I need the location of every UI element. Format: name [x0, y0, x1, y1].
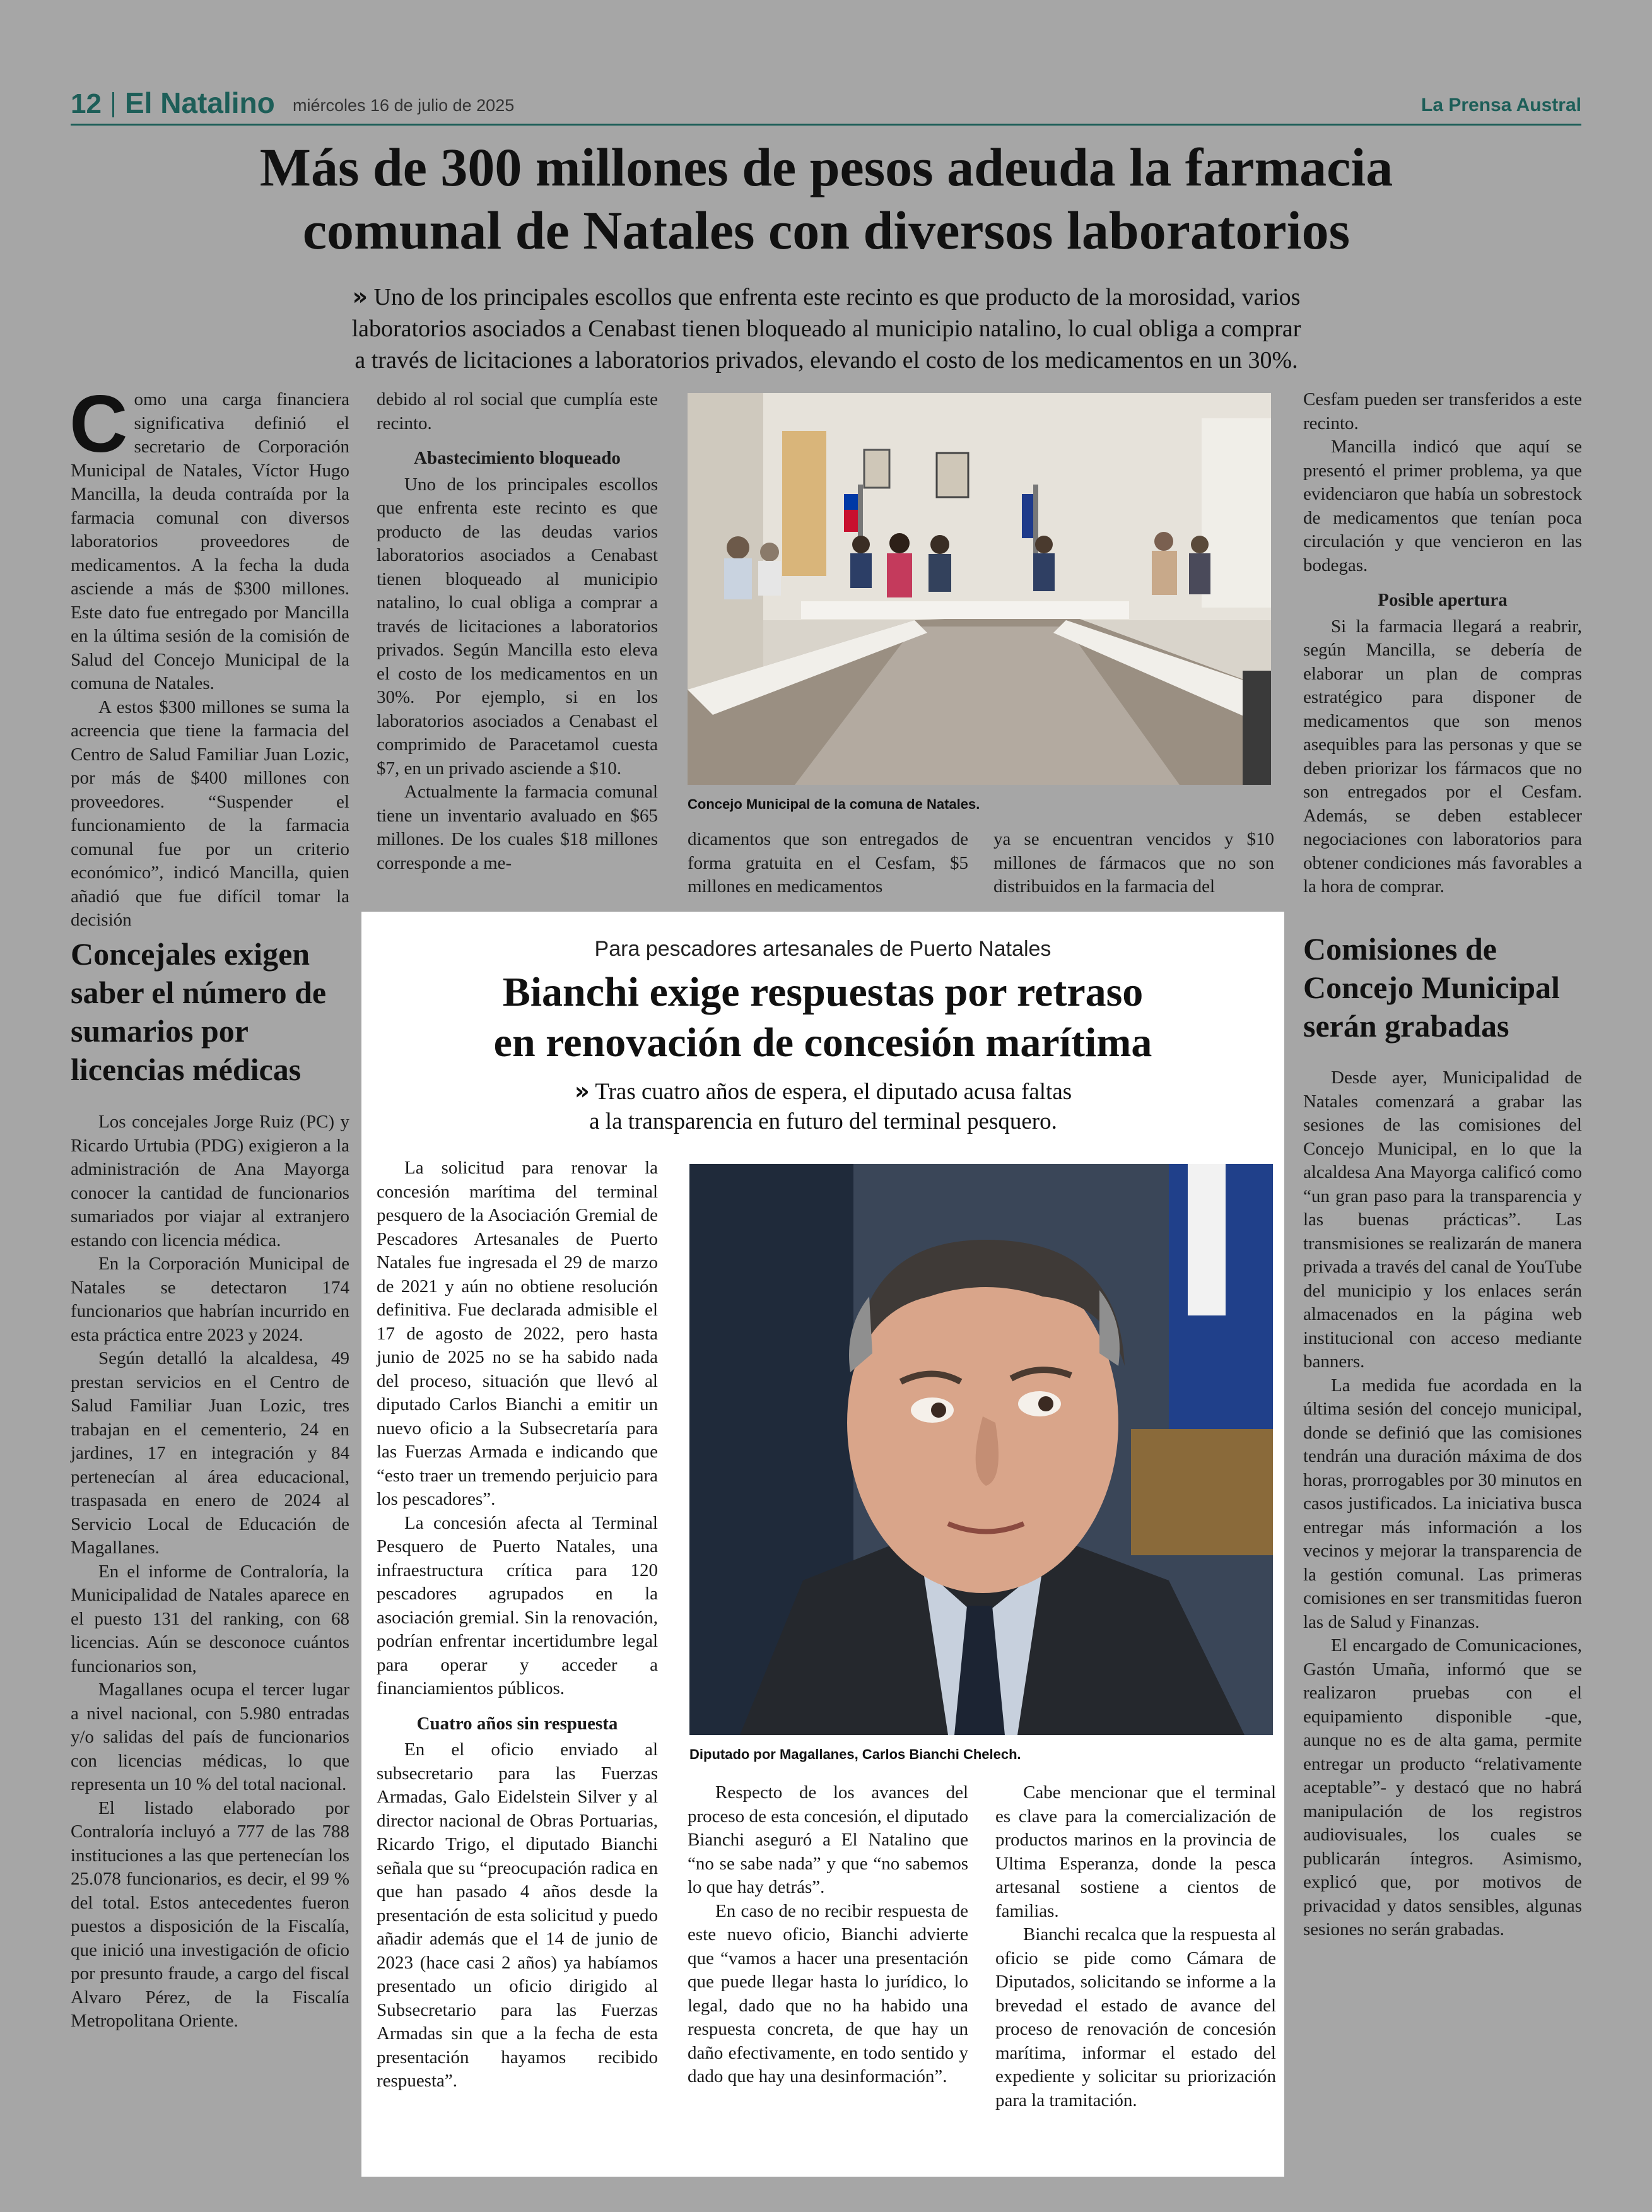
- featured-col1-subhead: Cuatro años sin respuesta: [416, 1713, 618, 1734]
- double-chevron-icon: »: [574, 1078, 590, 1105]
- deputy-portrait-illustration: [689, 1164, 1273, 1735]
- featured-headline-line-1: Bianchi exige respuestas por retraso: [502, 969, 1144, 1015]
- left-article-headline: Concejales exigen saber el número de sumarios por licencias médicas: [71, 936, 327, 1087]
- section-name: El Natalino: [125, 86, 275, 119]
- main-headline-line-1: Más de 300 millones de pesos adeuda la farmacia: [259, 137, 1393, 197]
- main-article-column-1: [69, 379, 349, 932]
- featured-lead-line-1: Tras cuatro años de espera, el diputado acusa faltas: [595, 1079, 1072, 1105]
- main-col1-paragraph-1: omo una carga financiera significativa definió el secretario de Corporación Municipal de Natales, Víctor Hugo Mancilla, la deuda contraída por la farmacia comunal con diversos laboratorios proveedores de medicamentos. A la fecha la duda asciende a más de $300 millones. Este dato fue entregado por Mancilla en la última sesión de la comisión de Salud del Concejo Municipal de la comuna de Natales.: [71, 389, 349, 693]
- main-lead-line-3: a través de licitaciones a laboratorios privados, elevando el costo de los medicamentos en un 30%.: [354, 347, 1298, 374]
- featured-col3-paragraph-2: Bianchi recalca que la respuesta al oficio se pide como Cámara de Diputados, solicitando se informe a la brevedad el estado de avance del proceso de renovación de concesión marítima, informar el estado del expediente y solicitar su priorización para la tramitación.: [995, 1924, 1276, 2110]
- deputy-portrait-photo: [689, 1164, 1273, 1735]
- masthead: [71, 88, 1581, 126]
- left-article-body: [71, 1110, 349, 2033]
- main-col5-paragraph-2: Mancilla indicó que aquí se presentó el primer problema, ya que evidenciaron que había un sobrestock de medicamentos que tenían poca circulación y que vencieron en las bodegas.: [1303, 437, 1582, 575]
- featured-col1-paragraph-1: La solicitud para renovar la concesión marítima del terminal pesquero de la Asociación Gremial de Pescadores Artesanales de Puerto Natales fue ingresada el 29 de marzo de 2021 y aún no obtiene resolución definitiva. Fue declarada admisible el 17 de agosto de 2022, pero hasta junio de 2025 no se ha sabido nada del proceso, situación que llevó al diputado Carlos Bianchi a emitir un nuevo oficio a la Subsecretaría para las Fuerzas Armada e indicando que “esto traer un tremendo perjuicio para los pescadores”.: [377, 1158, 658, 1509]
- featured-column-2: [688, 1781, 968, 2089]
- main-col3-paragraph: dicamentos que son entregados de forma gratuita en el Cesfam, $5 millones en medicamentos: [688, 829, 968, 897]
- deputy-photo-caption: Diputado por Magallanes, Carlos Bianchi Chelech.: [689, 1746, 1021, 1762]
- left-paragraph-2: En la Corporación Municipal de Natales se detectaron 174 funcionarios que habrían incurrido en esta práctica entre 2023 y 2024.: [71, 1254, 349, 1345]
- main-col4-paragraph: ya se encuentran vencidos y $10 millones de fármacos que no son distribuidos en la farmacia del: [993, 829, 1274, 897]
- featured-lead: [442, 1076, 1205, 1136]
- main-article-column-4: [993, 828, 1274, 899]
- main-lead-line-2: laboratorios asociados a Cenabast tienen bloqueado al municipio natalino, lo cual obliga a comprar: [351, 315, 1301, 342]
- main-article-column-5: [1303, 388, 1582, 899]
- main-col1-paragraph-2: A estos $300 millones se suma la acreencia que tiene la farmacia del Centro de Salud Familiar Juan Lozic, por más de $400 millones con proveedores. “Suspender el funcionamiento de la farmacia comunal fue por un criterio económico”, indicó Mancilla, quien añadió que fue difícil tomar la decisión: [71, 697, 349, 930]
- main-headline-line-2: comunal de Natales con diversos laboratorios: [302, 200, 1350, 261]
- main-col5-paragraph-3: Si la farmacia llegará a reabrir, según Mancilla, se debería de elaborar un plan de compras estratégico para disponer de medicamentos que son menos asequibles para las personas y que se deben priorizar los fármacos que no son entregados por el Cesfam. Además, se deben establecer negociaciones con laboratorios para obtener condiciones más favorables a la hora de comprar.: [1303, 616, 1582, 897]
- featured-kicker: Para pescadores artesanales de Puerto Natales: [594, 937, 1052, 961]
- page-number: 12: [71, 88, 102, 119]
- double-chevron-icon: »: [352, 283, 368, 310]
- featured-col3-paragraph-1: Cabe mencionar que el terminal es clave para la comercialización de productos marinos en la provincia de Ultima Esperanza, donde la pesca artesanal sostiene a cientos de familias.: [995, 1782, 1276, 1921]
- council-meeting-illustration: [688, 393, 1271, 785]
- newspaper-name: La Prensa Austral: [1421, 95, 1581, 115]
- featured-lead-line-2: a la transparencia en futuro del terminal pesquero.: [589, 1109, 1057, 1134]
- masthead-separator: [112, 92, 114, 117]
- main-col2-subhead: Abastecimiento bloqueado: [414, 448, 621, 468]
- main-headline: [126, 136, 1526, 262]
- featured-col1-paragraph-3: En el oficio enviado al subsecretario para las Fuerzas Armadas, Galo Eidelstein Silver y al director nacional de Obras Portuarias, Ricardo Trigo, el diputado Bianchi señala que su “preocupación radica en que han pasado 4 años desde la presentación de esta solicitud y puedo añadir además que el 14 de junio de 2023 (hace casi 2 años) ya habíamos presentado un oficio dirigido al Subsecretario para las Fuerzas Armadas sin que a la fecha de esta presentación hayamos recibido respuesta”.: [377, 1739, 658, 2091]
- featured-column-3: [995, 1781, 1276, 2112]
- main-col2-paragraph-1: debido al rol social que cumplía este recinto.: [377, 389, 658, 433]
- right-paragraph-1: Desde ayer, Municipalidad de Natales comenzará a grabar las sesiones de las comisiones del Concejo Municipal, en lo que la alcaldesa Ana Mayorga calificó como “un gran paso para la transparencia y las buenas prácticas”. Las transmisiones se realizarán de manera privada a través del canal de YouTube del municipio y los enlaces serán almacenados en la página web institucional con acceso mediante banners.: [1303, 1068, 1582, 1372]
- left-paragraph-4: En el informe de Contraloría, la Municipalidad de Natales aparece en el puesto 131 del ranking, con 68 licencias. Aún se desconoce cuántos funcionarios son,: [71, 1561, 349, 1676]
- main-article-column-3: [688, 828, 968, 899]
- main-col5-paragraph-1: Cesfam pueden ser transferidos a este recinto.: [1303, 389, 1582, 433]
- issue-date: miércoles 16 de julio de 2025: [293, 96, 515, 115]
- left-paragraph-3: Según detalló la alcaldesa, 49 prestan servicios en el Centro de Salud Familiar Juan Lozic, tres trabajan en el cementerio, 24 en jardines, 17 en integración y 84 pertenecían al área educacional, traspasada en enero de 2024 al Servicio Local de Educación de Magallanes.: [71, 1348, 349, 1558]
- right-paragraph-3: El encargado de Comunicaciones, Gastón Umaña, informó que se realizaron pruebas con el equipamiento disponible -que, aunque no es de alta gama, permite entregar un producto “relativamente aceptable”- y destacó que no habrá manipulación de los registros audiovisuales, los cuales se publicarán íntegros. Asimismo, explicó que, por motivos de privacidad y datos sensibles, algunas sesiones no serán grabadas.: [1303, 1635, 1582, 1939]
- right-article-headline: Comisiones de Concejo Municipal serán grabadas: [1303, 931, 1560, 1044]
- featured-headline-line-2: en renovación de concesión marítima: [493, 1020, 1152, 1066]
- featured-headline: [361, 967, 1284, 1068]
- main-article-column-2: [377, 388, 658, 875]
- right-article-body: [1303, 1066, 1582, 1942]
- featured-column-1: [377, 1156, 658, 2093]
- masthead-rule: [71, 124, 1581, 126]
- main-col2-paragraph-3: Actualmente la farmacia comunal tiene un inventario avaluado en $65 millones. De los cuales $18 millones corresponde a me-: [377, 782, 658, 873]
- main-col2-paragraph-2: Uno de los principales escollos que enfrenta este recinto es que producto de las deudas varios laboratorios asociados a Cenabast tienen bloqueado al municipio natalino, lo cual obliga a comprar a través de licitaciones a laboratorios privados. Según Mancilla esto eleva el costo de los medicamentos en un 30%. Por ejemplo, si en los laboratorios asociados a Cenabast el comprimido de Paracetamol cuesta $7, en un privado asciende a $10.: [377, 474, 658, 779]
- main-lead: [278, 281, 1375, 376]
- drop-cap: C: [69, 379, 128, 469]
- right-paragraph-2: La medida fue acordada en la última sesión del concejo municipal, donde se definió que las comisiones tendrán una duración máxima de dos horas, prorrogables por 30 minutos en casos justificados. La iniciativa busca entregar más información a los vecinos y mejorar la transparencia de la gestión comunal. Las primeras comisiones en ser transmitidas fueron las de Salud y Finanzas.: [1303, 1375, 1582, 1632]
- main-lead-line-1: Uno de los principales escollos que enfrenta este recinto es que producto de la morosidad, varios: [373, 284, 1301, 310]
- left-paragraph-1: Los concejales Jorge Ruiz (PC) y Ricardo Urtubia (PDG) exigieron a la administración de Ana Mayorga conocer la cantidad de funcionarios sumariados por viajar al extranjero estando con licencia médica.: [71, 1112, 349, 1250]
- featured-col2-paragraph-2: En caso de no recibir respuesta de este nuevo oficio, Bianchi advierte que “vamos a hacer una presentación que puede llegar hasta lo jurídico, lo legal, dado que no ha habido una respuesta concreta, de que hay un daño efectivamente, en todo sentido y dado que hay una desinformación”.: [688, 1900, 968, 2086]
- featured-col1-paragraph-2: La concesión afecta al Terminal Pesquero de Puerto Natales, una infraestructura crítica para 120 pescadores agrupados en la asociación gremial. Sin la renovación, podrían enfrentar incertidumbre legal para operar y acceder a financiamientos públicos.: [377, 1512, 658, 1698]
- featured-col2-paragraph-1: Respecto de los avances del proceso de esta concesión, el diputado Bianchi aseguró a El Natalino que “no se sabe nada” y que “no sabemos lo que hay detrás”.: [688, 1782, 968, 1897]
- left-paragraph-5: Magallanes ocupa el tercer lugar a nivel nacional, con 5.980 entradas y/o salidas del país de funcionarios con licencias médicas, lo que representa un 10 % del total nacional.: [71, 1680, 349, 1794]
- main-col5-subhead: Posible apertura: [1378, 590, 1508, 610]
- council-photo-caption: Concejo Municipal de la comuna de Natales.: [688, 796, 980, 812]
- council-meeting-photo: [688, 393, 1271, 785]
- left-paragraph-6: El listado elaborado por Contraloría incluyó a 777 de las 788 instituciones a las que pertenecían los 25.078 funcionarios, es decir, el 99 % del total. Estos antecedentes fueron puestos a disposición de la Fiscalía, que inició una investigación de oficio por presunto fraude, a cargo del fiscal Alvaro Pérez, de la Fiscalía Metropolitana Oriente.: [71, 1797, 349, 2031]
